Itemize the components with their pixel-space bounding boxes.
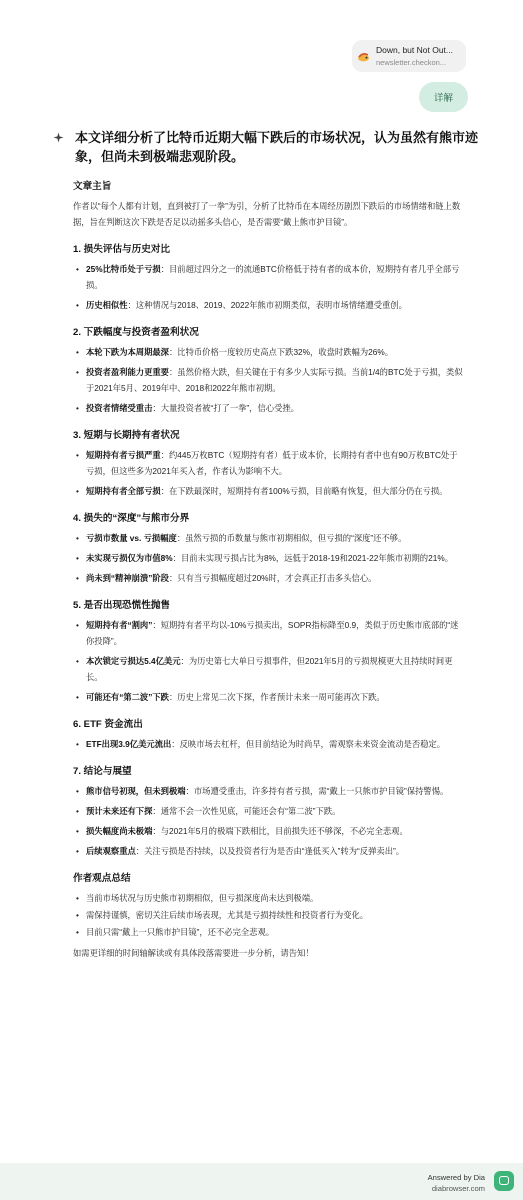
list-item-label: 历史相似性 [86, 300, 128, 310]
section-heading: 5. 是否出现恐慌性抛售 [73, 600, 171, 611]
footer-bar [0, 1163, 523, 1200]
list-item [73, 530, 463, 546]
conclusion-item: • 需保持谨慎，密切关注后续市场表现，尤其是亏损持续性和投资者行为变化。 [73, 907, 463, 923]
list-item [73, 803, 463, 819]
list-item-label: 本轮下跌为本周期最深 [86, 347, 169, 357]
list-item-text: ：市场遭受重击，许多持有者亏损，需“戴上一只熊市护目镜”保持警惕。 [185, 786, 449, 796]
list-item-text: ：比特币价格一度较历史高点下跌32%，收盘时跌幅为26%。 [168, 347, 394, 357]
list-item-text: ：大量投资者被“打了一拳”，信心受挫。 [152, 403, 299, 413]
list-item-text: ：只有当亏损幅度超过20%时，才会真正打击多头信心。 [168, 573, 377, 583]
list-item [73, 653, 463, 685]
list-item-text: ：目前超过四分之一的流通BTC价格低于持有者的成本价，短期持有者几乎全部亏损。 [86, 264, 460, 290]
section-heading: 2. 下跌幅度与投资者盈利状况 [73, 327, 199, 338]
list-item-label: 熊市信号初现，但未到极端 [86, 786, 186, 796]
list-item [73, 570, 463, 586]
section-list [73, 447, 463, 499]
list-item-text: ：约445万枚BTC（短期持有者）低于成本价，长期持有者中也有90万枚BTC处于亏损，但这些多为2021年买入者，作者认为影响不大。 [86, 450, 458, 476]
answer-headline: 本文详细分析了比特币近期大幅下跌后的市场状况，认为虽然有熊市迹象，但尚未到极端悲观阶段。 [75, 130, 479, 164]
list-item-label: 损失幅度尚未极端 [86, 826, 153, 836]
list-item-label: 投资者盈利能力更重要 [86, 367, 169, 377]
list-item-text: ：与2021年5月的极端下跌相比，目前损失还不够深，不必完全悲观。 [152, 826, 408, 836]
list-item [73, 617, 463, 649]
list-item-text: ：反映市场去杠杆，但目前结论为时尚早，需观察未来资金流动是否稳定。 [171, 739, 446, 749]
sparkle-icon [53, 130, 64, 141]
section-list [73, 344, 463, 416]
list-item-text: ：为历史第七大单日亏损事件，但2021年5月的亏损规模更大且持续时间更长。 [86, 656, 453, 682]
section-heading: 6. ETF 资金流出 [73, 719, 143, 730]
list-item [73, 483, 463, 499]
list-item [73, 843, 463, 859]
conclusion-heading: 作者观点总结 [73, 873, 131, 884]
section-list [73, 261, 463, 313]
footer-answered-by: Answered by Dia [427, 1173, 485, 1182]
list-item [73, 736, 463, 752]
list-item-label: 亏损市数量 vs. 亏损幅度 [86, 533, 177, 543]
list-item-label: 预计未来还有下探 [86, 806, 153, 816]
section-list [73, 736, 463, 752]
list-item [73, 447, 463, 479]
conclusion-list [73, 890, 463, 940]
list-item-label: ETF出现3.9亿美元流出 [86, 739, 172, 749]
list-item-label: 25%比特币处于亏损 [86, 264, 161, 274]
list-item [73, 823, 463, 839]
list-item [73, 344, 463, 360]
list-item-label: 尚未到“精神崩溃”阶段 [86, 573, 169, 583]
list-item-label: 未实现亏损仅为市值8% [86, 553, 173, 563]
list-item [73, 783, 463, 799]
conclusion-item: • 当前市场状况与历史熊市初期相似，但亏损深度尚未达到极端。 [73, 890, 463, 906]
list-item-label: 可能还有“第二波”下跌 [86, 692, 169, 702]
answer-body [57, 128, 482, 961]
closing-text: 如需更详细的时间轴解读或有具体段落需要进一步分析，请告知！ [73, 948, 314, 958]
link-card-url: newsletter.checkon... [376, 58, 447, 67]
summary-heading: 文章主旨 [73, 181, 112, 192]
dia-logo-icon[interactable] [494, 1171, 514, 1191]
list-item-text: ：目前未实现亏损占比为8%，远低于2018-19和2021-22年熊市初期的21%。 [172, 553, 453, 563]
footer-link[interactable]: diabrowser.com [431, 1184, 485, 1193]
list-item-text: ：历史上常见二次下探，作者预计未来一周可能再次下跌。 [168, 692, 385, 702]
section-list [73, 530, 463, 586]
list-item [73, 297, 463, 313]
list-item-text: ：虽然亏损的币数量与熊市初期相似，但亏损的“深度”还不够。 [176, 533, 407, 543]
conclusion-item: • 目前只需“戴上一只熊市护目镜”，还不必完全悲观。 [73, 924, 463, 940]
list-item-label: 短期持有者全部亏损 [86, 486, 161, 496]
section-list [73, 783, 463, 859]
list-item [73, 550, 463, 566]
section-heading: 3. 短期与长期持有者状况 [73, 430, 180, 441]
list-item-text: ：短期持有者平均以-10%亏损卖出，SOPR指标降至0.9，类似于历史熊市底部的“迷你投降”。 [86, 620, 459, 646]
list-item-text: ：通常不会一次性见底，可能还会有“第二波”下跌。 [152, 806, 341, 816]
list-item [73, 689, 463, 705]
summary-text: 作者以“每个人都有计划，直到被打了一拳”为引，分析了比特币在本周经历剧烈下跌后的市场情绪和链上数据，旨在判断这次下跌是否足以动摇多头信心，是否需要“戴上熊市护目镜”。 [73, 201, 461, 227]
list-item-text: ：这种情况与2018、2019、2022年熊市初期类似，表明市场情绪遭受重创。 [127, 300, 407, 310]
list-item [73, 400, 463, 416]
link-card-title: Down, but Not Out... [376, 45, 454, 55]
newsletter-favicon-icon [357, 50, 370, 62]
list-item-label: 投资者情绪受重击 [86, 403, 153, 413]
section-heading: 7. 结论与展望 [73, 766, 132, 777]
list-item-label: 短期持有者亏损严重 [86, 450, 161, 460]
list-item [73, 364, 463, 396]
list-item [73, 261, 463, 293]
section-heading: 1. 损失评估与历史对比 [73, 244, 171, 255]
section-list [73, 617, 463, 705]
source-link-card[interactable] [352, 40, 466, 72]
list-item-label: 后续观察重点 [86, 846, 136, 856]
list-item-label: 短期持有者“割肉” [86, 620, 153, 630]
section-heading: 4. 损失的“深度”与熊市分界 [73, 513, 190, 524]
list-item-text: ：关注亏损是否持续，以及投资者行为是否由“逢低买入”转为“反弹卖出”。 [135, 846, 405, 856]
list-item-label: 本次锁定亏损达5.4亿美元 [86, 656, 181, 666]
list-item-text: ：在下跌最深时，短期持有者100%亏损，目前略有恢复，但大部分仍在亏损。 [160, 486, 448, 496]
list-item-text: ：虽然价格大跌，但关键在于有多少人实际亏损。当前1/4的BTC处于亏损，类似于2021年5月、2019年中、2018和2022年熊市初期。 [86, 367, 463, 393]
explain-button[interactable]: 详解 [419, 82, 468, 112]
